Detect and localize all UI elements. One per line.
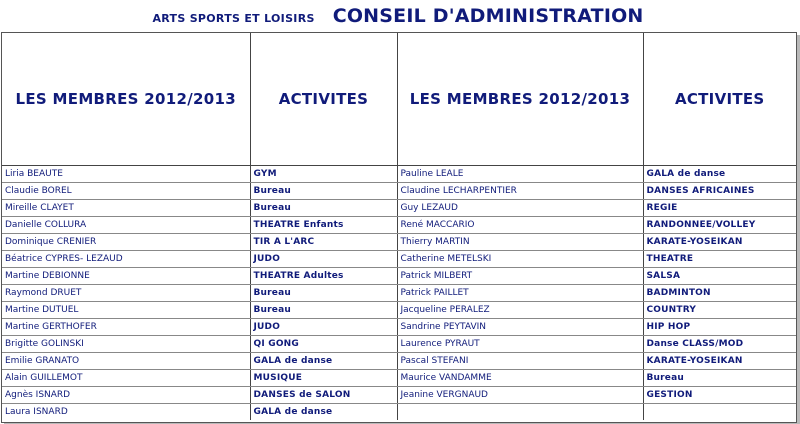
- member-name-cell: Danielle COLLURA: [2, 217, 250, 234]
- activity-cell: THEATRE: [643, 251, 796, 268]
- page-header: [0, 0, 796, 32]
- table-row: [2, 217, 796, 234]
- member-name-cell: Maurice VANDAMME: [397, 370, 643, 387]
- activity-cell: GESTION: [643, 387, 796, 404]
- member-name-cell: Brigitte GOLINSKI: [2, 336, 250, 353]
- activity-cell: [643, 404, 796, 421]
- member-name-cell: Patrick PAILLET: [397, 285, 643, 302]
- table-header-row: [2, 33, 796, 166]
- table-row: [2, 251, 796, 268]
- activity-cell: Bureau: [250, 200, 397, 217]
- member-name-cell: Jeanine VERGNAUD: [397, 387, 643, 404]
- page-title: CONSEIL D'ADMINISTRATION: [332, 5, 644, 27]
- member-name-cell: Martine DEBIONNE: [2, 268, 250, 285]
- table-row: [2, 200, 796, 217]
- member-name-cell: Catherine METELSKI: [397, 251, 643, 268]
- table-row: [2, 234, 796, 251]
- activity-cell: Bureau: [643, 370, 796, 387]
- member-name-cell: Mireille CLAYET: [2, 200, 250, 217]
- activity-cell: DANSES AFRICAINES: [643, 183, 796, 200]
- activity-cell: COUNTRY: [643, 302, 796, 319]
- member-name-cell: Béatrice CYPRES- LEZAUD: [2, 251, 250, 268]
- member-name-cell: Liria BEAUTE: [2, 166, 250, 183]
- table-row: [2, 336, 796, 353]
- activity-cell: KARATE-YOSEIKAN: [643, 353, 796, 370]
- member-name-cell: Laura ISNARD: [2, 404, 250, 421]
- activity-cell: DANSES de SALON: [250, 387, 397, 404]
- column-header-activities-left: ACTIVITES: [250, 33, 397, 166]
- activity-cell: THEATRE Adultes: [250, 268, 397, 285]
- activity-cell: Danse CLASS/MOD: [643, 336, 796, 353]
- activity-cell: QI GONG: [250, 336, 397, 353]
- member-name-cell: Martine GERTHOFER: [2, 319, 250, 336]
- activity-cell: SALSA: [643, 268, 796, 285]
- activity-cell: Bureau: [250, 183, 397, 200]
- member-name-cell: Pauline LEALE: [397, 166, 643, 183]
- table-row: [2, 353, 796, 370]
- activity-cell: HIP HOP: [643, 319, 796, 336]
- activity-cell: JUDO: [250, 251, 397, 268]
- member-name-cell: Jacqueline PERALEZ: [397, 302, 643, 319]
- activity-cell: TIR A L'ARC: [250, 234, 397, 251]
- column-header-members-left: LES MEMBRES 2012/2013: [2, 33, 250, 166]
- activity-cell: Bureau: [250, 285, 397, 302]
- member-name-cell: Agnès ISNARD: [2, 387, 250, 404]
- table-row: [2, 285, 796, 302]
- activity-cell: THEATRE Enfants: [250, 217, 397, 234]
- table-row: [2, 302, 796, 319]
- table-row: [2, 268, 796, 285]
- member-name-cell: Alain GUILLEMOT: [2, 370, 250, 387]
- table-row: [2, 387, 796, 404]
- member-name-cell: Dominique CRENIER: [2, 234, 250, 251]
- activity-cell: GALA de danse: [643, 166, 796, 183]
- member-name-cell: Laurence PYRAUT: [397, 336, 643, 353]
- member-name-cell: René MACCARIO: [397, 217, 643, 234]
- activity-cell: GALA de danse: [250, 353, 397, 370]
- member-name-cell: Martine DUTUEL: [2, 302, 250, 319]
- member-name-cell: Guy LEZAUD: [397, 200, 643, 217]
- activity-cell: BADMINTON: [643, 285, 796, 302]
- activity-cell: GYM: [250, 166, 397, 183]
- table-row: [2, 319, 796, 336]
- member-name-cell: Pascal STEFANI: [397, 353, 643, 370]
- members-table: [2, 33, 796, 420]
- activity-cell: REGIE: [643, 200, 796, 217]
- org-name: ARTS SPORTS ET LOISIRS: [152, 11, 315, 25]
- member-name-cell: [397, 404, 643, 421]
- activity-cell: Bureau: [250, 302, 397, 319]
- table-row: [2, 166, 796, 183]
- table-row: [2, 404, 796, 421]
- member-name-cell: Patrick MILBERT: [397, 268, 643, 285]
- activity-cell: RANDONNEE/VOLLEY: [643, 217, 796, 234]
- member-name-cell: Thierry MARTIN: [397, 234, 643, 251]
- activity-cell: GALA de danse: [250, 404, 397, 421]
- activity-cell: MUSIQUE: [250, 370, 397, 387]
- member-name-cell: Claudine LECHARPENTIER: [397, 183, 643, 200]
- member-name-cell: Claudie BOREL: [2, 183, 250, 200]
- column-header-members-right: LES MEMBRES 2012/2013: [397, 33, 643, 166]
- table-row: [2, 370, 796, 387]
- activity-cell: JUDO: [250, 319, 397, 336]
- members-table-frame: [1, 32, 797, 423]
- column-header-activities-right: ACTIVITES: [643, 33, 796, 166]
- activity-cell: KARATE-YOSEIKAN: [643, 234, 796, 251]
- member-name-cell: Raymond DRUET: [2, 285, 250, 302]
- member-name-cell: Sandrine PEYTAVIN: [397, 319, 643, 336]
- member-name-cell: Emilie GRANATO: [2, 353, 250, 370]
- table-row: [2, 183, 796, 200]
